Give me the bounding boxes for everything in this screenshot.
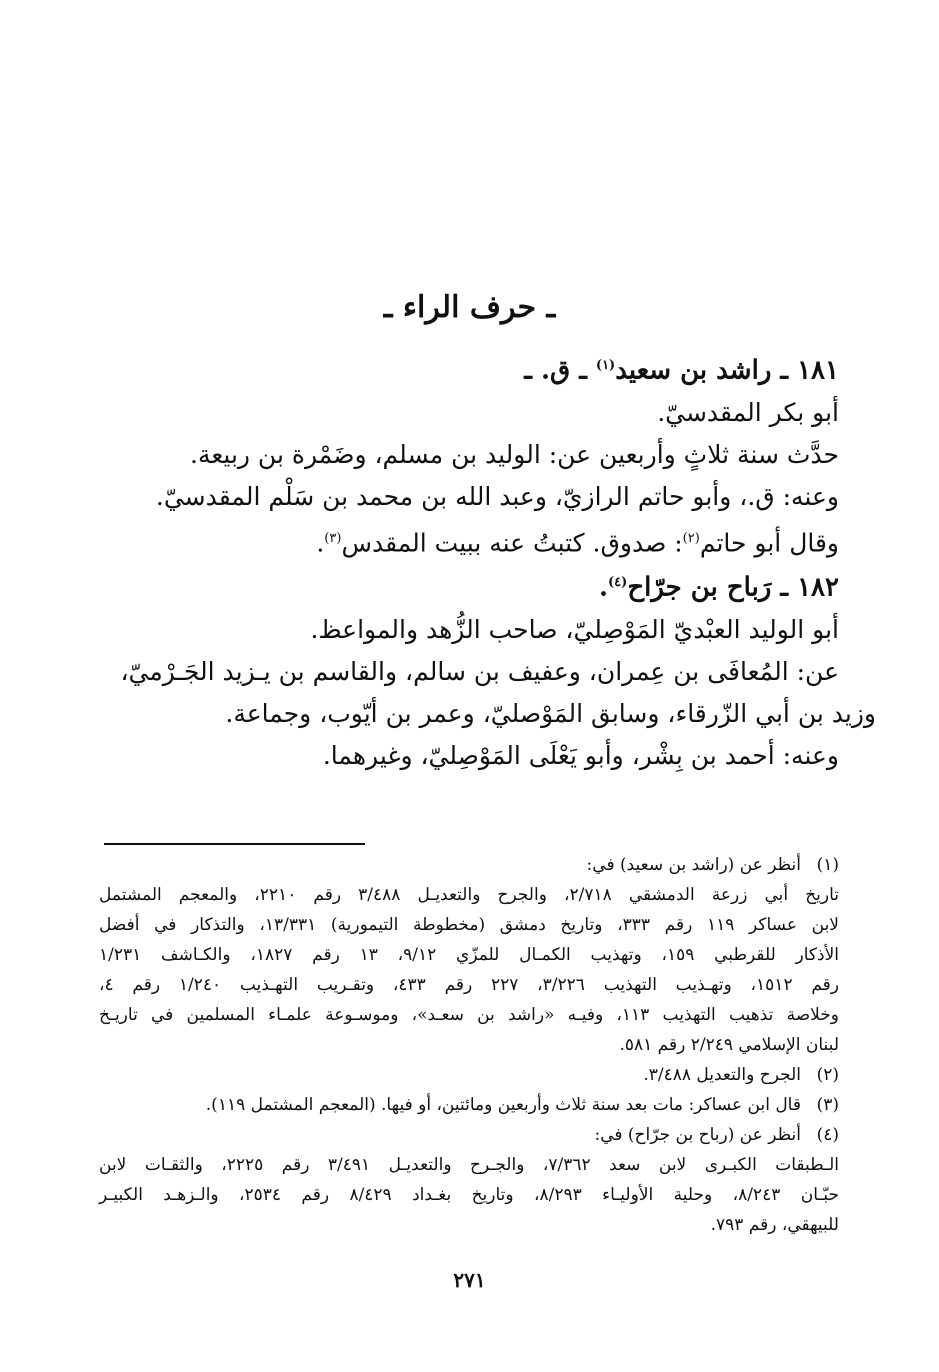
entry-182 xyxy=(79,562,876,777)
footnote-line: قال ابن عساكر: مات بعد سنة ثلاث وأربعين ومائتين، أو فيها. (المعجم المشتمل ١١٩). xyxy=(205,1095,801,1115)
footnote-line: للبيهقي، رقم ٧٩٣. xyxy=(710,1215,839,1235)
footnote-4 xyxy=(99,1120,839,1150)
footnote-separator xyxy=(104,843,365,845)
footnote-number: (٣) xyxy=(816,1095,839,1115)
footnote-line: تاريخ أبي زرعة الدمشقي ٢/٧١٨، والجرح والتعديـل ٣/٤٨٨ رقم ٢٢١٠، والمعجم المشتمل xyxy=(99,885,840,905)
footnote-number: (١) xyxy=(816,855,839,875)
footnote-line: وخلاصة تذهيب التهذيب ١١٣، وفيـه «راشد بن سعـد»، وموسـوعة علمـاء المسلمين في تاريـخ xyxy=(99,1005,840,1025)
footnote-3 xyxy=(99,1090,839,1120)
footnote-line: الأذكار للقرطبي ١٥٩، وتهذيب الكمـال للمزّي ٩/١٢، ١٣ رقم ١٨٢٧، والكـاشف ١/٢٣١ xyxy=(99,945,840,965)
footnote-line: لبنان الإسلامي ٢/٢٤٩ رقم ٥٨١. xyxy=(619,1035,839,1055)
entry-182-teachers: عن: المُعافَى بن عِمران، وعفيف بن سالم، والقاسم بن يـزيد الجَـرْميّ، xyxy=(120,656,839,686)
footnote-4-body xyxy=(99,1150,839,1240)
page-number: ٢٧١ xyxy=(453,1268,486,1292)
entry-181-students: وعنه: ق.، وأبو حاتم الرازيّ، وعبد الله بن محمد بن سَلْم المقدسيّ. xyxy=(155,481,839,511)
entry-182-teachers-cont: وزيد بن أبي الزّرقاء، وسابق المَوْصليّ، وعمر بن أيّوب، وجماعة. xyxy=(225,698,876,728)
footnote-number: (٢) xyxy=(816,1065,839,1085)
footnote-line: أنظر عن (راشد بن سعيد) في: xyxy=(586,855,801,875)
entry-181-title: ١٨١ ـ راشد بن سعيد$^{(١)}$ ـ ق. ـ xyxy=(524,355,839,386)
entry-182-title: ١٨٢ ـ رَباح بن جرّاح$^{(٤)}$. xyxy=(598,572,839,603)
footnote-number: (٤) xyxy=(816,1125,839,1145)
footnote-line: أنظر عن (رباح بن جرّاح) في: xyxy=(594,1125,801,1145)
footnote-line: الجرح والتعديل ٣/٤٨٨. xyxy=(643,1065,801,1085)
entry-182-students: وعنه: أحمد بن بِشْر، وأبو يَعْلَى المَوْصِليّ، وغيرهما. xyxy=(322,740,839,770)
section-heading: ـ حرف الراء ـ xyxy=(383,290,556,325)
footnote-ref-1[interactable]: (١) xyxy=(595,358,616,373)
footnote-2 xyxy=(99,1060,839,1090)
footnote-ref-2[interactable]: (٢) xyxy=(682,530,700,546)
footnote-ref-4[interactable]: (٤) xyxy=(608,575,628,590)
entry-181-narrated: حدَّث سنة ثلاثٍ وأربعين عن: الوليد بن مسلم، وضَمْرة بن ربيعة. xyxy=(190,439,839,469)
footnote-1-body xyxy=(99,880,839,1060)
entry-181-kunya: أبو بكر المقدسيّ. xyxy=(657,397,839,427)
entry-181-assessment: وقال أبو حاتم$^{(٢)}$: صدوق. كتبتُ عنه ببيت المقدس$^{(٣)}$. xyxy=(316,527,839,557)
footnotes xyxy=(99,850,839,1240)
entry-181 xyxy=(79,345,839,564)
footnote-line: الـطبقات الكبـرى لابن سعد ٧/٣٦٢، والجـرح والتعديـل ٣/٤٩١ رقم ٢٢٢٥، والثقـات لابن xyxy=(99,1155,839,1175)
footnote-1 xyxy=(99,850,839,880)
footnote-ref-3[interactable]: (٣) xyxy=(324,530,342,546)
entry-182-kunya: أبو الوليد العبْديّ المَوْصِليّ، صاحب الزُّهد والمواعظ. xyxy=(310,614,839,644)
footnote-line: حبّـان ٨/٢٤٣، وحلية الأوليـاء ٨/٢٩٣، وتاريخ بغـداد ٨/٤٢٩ رقم ٢٥٣٤، والـزهـد الكبيـر xyxy=(99,1185,840,1205)
footnote-line: رقم ١٥١٢، وتهـذيب التهذيب ٣/٢٢٦، ٢٢٧ رقم ٤٣٣، وتقـريب التهـذيب ١/٢٤٠ رقم ٤، xyxy=(99,975,839,995)
footnote-line: لابن عساكر ١١٩ رقم ٣٣٣، وتاريخ دمشق (مخطوطة التيمورية) ١٣/٣٣١، والتذكار في أفضل xyxy=(99,915,839,935)
